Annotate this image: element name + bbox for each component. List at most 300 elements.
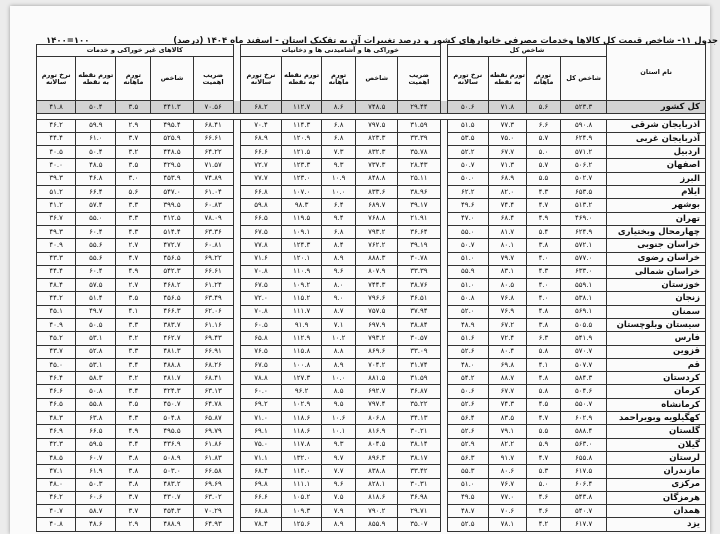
province-name: ایلام (607, 186, 706, 199)
food-cell: ۶۰.۰ (240, 385, 281, 398)
nonfood-cell: ۴۸.۶ (76, 518, 116, 532)
overall-cell: ۵۲.۲ (447, 146, 488, 159)
overall-cell: ۶۹.۸ (488, 358, 526, 371)
food-cell: ۳۹.۱۷ (398, 199, 440, 212)
food-cell: ۸.۶ (322, 101, 356, 114)
food-cell: ۱۰۲.۹ (282, 398, 322, 411)
nonfood-cell: ۶۳.۳۶ (193, 225, 233, 238)
nonfood-cell: ۳.۳ (116, 318, 151, 331)
food-cell: ۱۱۲.۷ (282, 101, 322, 114)
nonfood-cell: ۶۹.۷۹ (193, 425, 233, 438)
nonfood-cell: ۳.۲ (116, 372, 151, 385)
nonfood-cell: ۴۵۶.۵ (151, 292, 193, 305)
table-row (37, 225, 706, 238)
overall-cell: ۵۲.۵ (447, 518, 488, 532)
food-cell: ۱۱۲.۹ (282, 332, 322, 345)
column-spacer (233, 265, 240, 278)
column-spacer (440, 186, 447, 199)
column-spacer (233, 358, 240, 371)
nonfood-cell: ۴.۱ (116, 305, 151, 318)
nonfood-cell: ۴۸.۳ (37, 412, 76, 425)
column-spacer (233, 239, 240, 252)
column-spacer (440, 45, 447, 101)
column-spacer (440, 318, 447, 331)
overall-cell: ۷۱.۳ (488, 159, 526, 172)
overall-cell: ۵۴۰.۷ (560, 505, 606, 518)
nonfood-cell: ۴۶.۸ (76, 172, 116, 185)
table-row (37, 172, 706, 185)
food-cell: ۸۰۴.۵ (356, 438, 398, 451)
food-cell: ۲۹.۴۴ (398, 101, 440, 114)
overall-cell: ۵۲۳.۳ (560, 101, 606, 114)
overall-cell: ۸۰.۵ (488, 279, 526, 292)
column-spacer (440, 172, 447, 185)
province-name: خوزستان (607, 279, 706, 292)
overall-cell: ۳.۸ (526, 318, 560, 331)
food-cell: ۷۲.۷ (240, 159, 281, 172)
food-cell: ۶۹.۱ (240, 425, 281, 438)
nonfood-cell: ۲.۷ (116, 239, 151, 252)
table-row (37, 318, 706, 331)
column-spacer (233, 465, 240, 478)
column-spacer (440, 465, 447, 478)
nonfood-cell: ۳.۵ (116, 292, 151, 305)
column-spacer (233, 132, 240, 145)
column-spacer (233, 398, 240, 411)
overall-cell: ۵۰۴.۶ (560, 385, 606, 398)
nonfood-cell: ۵۴۷.۰ (151, 186, 193, 199)
column-spacer (440, 425, 447, 438)
overall-cell: ۶۳۳.۰ (560, 265, 606, 278)
column-spacer (440, 305, 447, 318)
food-cell: ۳۶.۸۷ (398, 385, 440, 398)
nonfood-cell: ۴۰.۸ (37, 518, 76, 532)
overall-cell: ۵۵.۰ (447, 225, 488, 238)
food-cell: ۳۰.۷۸ (398, 252, 440, 265)
food-cell: ۷۷.۸ (240, 239, 281, 252)
group-header-row (37, 45, 706, 57)
overall-cell: ۶۱۷.۷ (560, 518, 606, 532)
food-cell: ۸۱۶.۹ (356, 425, 398, 438)
nonfood-cell: ۳.۴ (116, 438, 151, 451)
table-row (37, 398, 706, 411)
overall-cell: ۵.۰ (526, 146, 560, 159)
overall-cell: ۶۲.۲ (447, 186, 488, 199)
food-cell: ۱۰.۹ (322, 172, 356, 185)
nonfood-cell: ۴۰.۹ (37, 239, 76, 252)
nonfood-cell: ۴۵.۱ (37, 305, 76, 318)
nonfood-cell: ۵۹.۵ (76, 438, 116, 451)
food-cell: ۳۳.۳۹ (398, 265, 440, 278)
food-cell: ۹۸.۳ (282, 199, 322, 212)
nonfood-cell: ۴۵۶.۵ (151, 252, 193, 265)
overall-cell: ۵۷۷.۰ (560, 252, 606, 265)
food-cell: ۸۸۱.۵ (356, 372, 398, 385)
overall-cell: ۸۳.۱ (488, 265, 526, 278)
nonfood-cell: ۴۸۱.۳ (151, 345, 193, 358)
nonfood-cell: ۵۵.۶ (76, 239, 116, 252)
food-cell: ۶۷.۵ (240, 225, 281, 238)
nonfood-cell: ۴۴.۴ (37, 132, 76, 145)
nonfood-cell: ۶۴.۹۳ (193, 518, 233, 532)
nonfood-cell: ۵۰.۴ (76, 146, 116, 159)
nonfood-cell: ۵۲۵.۹ (151, 132, 193, 145)
nonfood-cell: ۴.۹ (116, 265, 151, 278)
nonfood-cell: ۵۳.۱ (76, 332, 116, 345)
food-cell: ۹.۵ (322, 398, 356, 411)
nonfood-cell: ۴۰.۵ (37, 146, 76, 159)
table-row (37, 159, 706, 172)
overall-cell: ۸۰.۴ (488, 345, 526, 358)
column-spacer (233, 438, 240, 451)
nonfood-cell: ۴۶۸.۲ (151, 279, 193, 292)
overall-cell: ۶.۳ (526, 332, 560, 345)
food-cell: ۳۳.۰۹ (398, 345, 440, 358)
nonfood-cell: ۵۴۲.۳ (151, 265, 193, 278)
food-cell: ۱۰.۱ (322, 425, 356, 438)
overall-cell: ۶۲۴.۹ (560, 132, 606, 145)
nonfood-cell: ۳.۰ (116, 172, 151, 185)
food-cell: ۶.۸ (322, 132, 356, 145)
overall-cell: ۶۱۷.۵ (560, 465, 606, 478)
nonfood-cell: ۴۱۲.۵ (151, 212, 193, 225)
overall-cell: ۷۹.۱ (488, 425, 526, 438)
food-cell: ۶۷.۵ (240, 279, 281, 292)
column-header-nonfood: شاخص (151, 57, 193, 101)
nonfood-cell: ۴۳.۳ (37, 252, 76, 265)
nonfood-cell: ۶۱.۸۶ (193, 438, 233, 451)
column-spacer (233, 518, 240, 532)
table-row (37, 505, 706, 518)
nonfood-cell: ۵۲.۸ (76, 345, 116, 358)
food-cell: ۸.۰ (322, 279, 356, 292)
nonfood-cell: ۴۵۳.۹ (151, 172, 193, 185)
overall-cell: ۴۹.۶ (447, 199, 488, 212)
nonfood-cell: ۴۸۳.۲ (151, 478, 193, 491)
food-cell: ۱۰.۰ (322, 186, 356, 199)
overall-cell: ۵۰.۷ (447, 159, 488, 172)
overall-cell: ۶.۶ (526, 119, 560, 132)
overall-cell: ۴.۰ (526, 292, 560, 305)
food-cell: ۹.۶ (322, 265, 356, 278)
overall-cell: ۷۰.۶ (488, 505, 526, 518)
nonfood-cell: ۴۸۱.۷ (151, 372, 193, 385)
overall-cell: ۵.۷ (526, 159, 560, 172)
nonfood-cell: ۶۰.۷ (76, 451, 116, 464)
province-name: البرز (607, 172, 706, 185)
overall-cell: ۷۲.۴ (488, 332, 526, 345)
food-cell: ۹.۳ (322, 159, 356, 172)
overall-cell: ۴.۸ (526, 305, 560, 318)
overall-cell: ۷۹.۷ (488, 252, 526, 265)
nonfood-cell: ۶۳.۸ (76, 412, 116, 425)
column-header-food: شاخص (356, 57, 398, 101)
food-cell: ۶۸۹.۷ (356, 199, 398, 212)
table-row (37, 478, 706, 491)
food-cell: ۸.۹ (322, 252, 356, 265)
province-name: سمنان (607, 305, 706, 318)
food-cell: ۷۵.۰ (240, 438, 281, 451)
nonfood-cell: ۷۰.۲۹ (193, 505, 233, 518)
food-cell: ۷۲.۰ (240, 292, 281, 305)
overall-cell: ۵۰.۶ (447, 101, 488, 114)
overall-cell: ۵۰.۸ (447, 292, 488, 305)
column-spacer (233, 279, 240, 292)
overall-cell: ۵۳۸.۱ (560, 292, 606, 305)
food-cell: ۶۰.۵ (240, 318, 281, 331)
overall-cell: ۵۰۵.۵ (560, 318, 606, 331)
food-cell: ۱۰۹.۳ (282, 505, 322, 518)
nonfood-cell: ۳.۵ (116, 398, 151, 411)
overall-cell: ۴۹.۵ (447, 491, 488, 504)
nonfood-cell: ۷۸.۰۹ (193, 212, 233, 225)
food-cell: ۷۳۷.۳ (356, 159, 398, 172)
column-spacer (233, 318, 240, 331)
province-name: لرستان (607, 451, 706, 464)
food-cell: ۳۹.۱۹ (398, 239, 440, 252)
food-cell: ۳۷.۹۴ (398, 305, 440, 318)
food-cell: ۲۵.۱۱ (398, 172, 440, 185)
overall-cell: ۶۷.۷ (488, 385, 526, 398)
food-cell: ۷۹۳.۲ (356, 332, 398, 345)
column-spacer (440, 505, 447, 518)
overall-cell: ۵۰۷.۷ (560, 358, 606, 371)
overall-cell: ۷۶.۷ (488, 478, 526, 491)
column-spacer (440, 292, 447, 305)
food-cell: ۷۴۸.۵ (356, 101, 398, 114)
overall-cell: ۶۷.۷ (488, 146, 526, 159)
column-spacer (233, 478, 240, 491)
nonfood-cell: ۴۹۵.۵ (151, 425, 193, 438)
overall-cell: ۴.۷ (526, 412, 560, 425)
food-cell: ۱۱۴.۳ (282, 119, 322, 132)
overall-cell: ۶۸.۹ (488, 172, 526, 185)
nonfood-cell: ۴۰.۹ (37, 318, 76, 331)
nonfood-cell: ۴۸.۵ (76, 159, 116, 172)
food-cell: ۳۸.۷۶ (398, 279, 440, 292)
nonfood-cell: ۴۵۴.۳ (151, 505, 193, 518)
nonfood-cell: ۴۷.۱ (37, 465, 76, 478)
food-cell: ۱۲۵.۶ (282, 518, 322, 532)
nonfood-cell: ۴۵۰.۷ (151, 398, 193, 411)
province-name: قزوین (607, 345, 706, 358)
province-name: کل کشور (607, 101, 706, 114)
food-cell: ۶۶.۶ (240, 146, 281, 159)
food-cell: ۹۶.۲ (282, 385, 322, 398)
province-name: اردبیل (607, 146, 706, 159)
overall-cell: ۳.۸ (526, 239, 560, 252)
food-cell: ۶۵.۸ (240, 332, 281, 345)
column-header-overall: تورم ماهانه (526, 57, 560, 101)
nonfood-cell: ۳.۷ (116, 132, 151, 145)
food-cell: ۳۶.۵۱ (398, 292, 440, 305)
province-name: گیلان (607, 438, 706, 451)
nonfood-cell: ۵۵.۶ (76, 252, 116, 265)
nonfood-cell: ۶۶.۹۱ (193, 345, 233, 358)
overall-cell: ۵۲.۶ (447, 345, 488, 358)
food-cell: ۳۵.۲۲ (398, 398, 440, 411)
province-name: آذربایجان غربی (607, 132, 706, 145)
column-spacer (233, 186, 240, 199)
column-spacer (233, 212, 240, 225)
food-cell: ۸۶۹.۶ (356, 345, 398, 358)
group-nonfood-header: کالاهای غیر خوراکی و خدمات (37, 45, 234, 57)
nonfood-cell: ۴۶.۴ (37, 372, 76, 385)
province-name: اصفهان (607, 159, 706, 172)
overall-cell: ۵۸۴.۳ (560, 372, 606, 385)
column-spacer (440, 345, 447, 358)
province-name: سیستان وبلوچستان (607, 318, 706, 331)
food-cell: ۷۱.۶ (240, 252, 281, 265)
nonfood-cell: ۳.۳ (116, 345, 151, 358)
column-spacer (440, 385, 447, 398)
overall-cell: ۵۳.۵ (447, 132, 488, 145)
nonfood-cell: ۶۱.۱۶ (193, 318, 233, 331)
overall-cell: ۸۳.۵ (488, 412, 526, 425)
food-cell: ۹.۷ (322, 451, 356, 464)
nonfood-cell: ۴۲.۳ (37, 438, 76, 451)
column-spacer (440, 279, 447, 292)
column-header-overall: تورم نقطه به نقطه (488, 57, 526, 101)
food-cell: ۱۲۰.۹ (282, 132, 322, 145)
base-year-note: ۱۴۰۰=۱۰۰ (46, 36, 90, 46)
nonfood-cell: ۴۳۶.۹ (151, 438, 193, 451)
nonfood-cell: ۴۸.۴ (37, 279, 76, 292)
province-name: کرمانشاه (607, 398, 706, 411)
group-overall-header: شاخص کل (447, 45, 607, 57)
nonfood-cell: ۶۸.۴۱ (193, 372, 233, 385)
overall-cell: ۴.۷ (526, 451, 560, 464)
nonfood-cell: ۴۹۵.۴ (151, 119, 193, 132)
overall-cell: ۵۴.۲ (447, 372, 488, 385)
overall-cell: ۷۸.۱ (488, 518, 526, 532)
food-cell: ۱۲۳.۰ (282, 172, 322, 185)
food-cell: ۸۲۳.۳ (356, 132, 398, 145)
nonfood-cell: ۵۵.۰ (76, 212, 116, 225)
province-cpi-table (36, 44, 706, 532)
overall-cell: ۵۷۱.۲ (560, 146, 606, 159)
food-cell: ۷۸.۴ (240, 518, 281, 532)
food-cell: ۳۶.۶۴ (398, 225, 440, 238)
nonfood-cell: ۴۲۴.۳ (151, 385, 193, 398)
nonfood-cell: ۳۹.۳ (37, 172, 76, 185)
overall-cell: ۴.۶ (526, 491, 560, 504)
nonfood-cell: ۴۱.۸ (37, 101, 76, 114)
food-cell: ۸.۴ (322, 239, 356, 252)
column-header-food: تورم نقطه به نقطه (282, 57, 322, 101)
nonfood-cell: ۲.۷ (116, 279, 151, 292)
province-header: نام استان (607, 45, 706, 101)
overall-cell: ۷۴.۴ (488, 199, 526, 212)
food-cell: ۸۰۷.۹ (356, 265, 398, 278)
food-cell: ۷۰.۸ (240, 305, 281, 318)
nonfood-cell: ۶۸.۲۶ (193, 358, 233, 371)
nonfood-cell: ۵۱.۴ (76, 292, 116, 305)
nonfood-cell: ۴۶.۲ (37, 119, 76, 132)
table-row (37, 465, 706, 478)
overall-cell: ۶۸.۴ (488, 212, 526, 225)
overall-cell: ۷۶.۸ (488, 292, 526, 305)
nonfood-cell: ۵.۶ (116, 186, 151, 199)
nonfood-cell: ۶۳.۱۳ (193, 385, 233, 398)
nonfood-cell: ۶۶.۶۱ (193, 132, 233, 145)
overall-cell: ۶۵۵.۸ (560, 451, 606, 464)
food-cell: ۷۶۸.۸ (356, 212, 398, 225)
column-spacer (233, 305, 240, 318)
nonfood-cell: ۳.۴ (116, 358, 151, 371)
nonfood-cell: ۶۶.۴ (76, 186, 116, 199)
overall-cell: ۴.۹ (526, 212, 560, 225)
nonfood-cell: ۶۹.۲۲ (193, 252, 233, 265)
food-cell: ۱۱۹.۵ (282, 212, 322, 225)
food-cell: ۷۴۴.۳ (356, 279, 398, 292)
nonfood-cell: ۳.۷ (116, 505, 151, 518)
food-cell: ۸.۸ (322, 345, 356, 358)
column-spacer (440, 101, 447, 114)
column-header-nonfood: تورم ماهانه (116, 57, 151, 101)
column-spacer (233, 101, 240, 114)
column-header-food: تورم ماهانه (322, 57, 356, 101)
food-cell: ۷۹۰.۲ (356, 505, 398, 518)
nonfood-cell: ۴.۳ (116, 412, 151, 425)
overall-cell: ۸۸.۷ (488, 372, 526, 385)
overall-cell: ۶۰۲.۹ (560, 412, 606, 425)
overall-cell: ۵.۳ (526, 465, 560, 478)
overall-cell: ۵۷۲.۱ (560, 239, 606, 252)
nonfood-cell: ۵۱۴.۴ (151, 225, 193, 238)
nonfood-cell: ۵۸.۳ (76, 372, 116, 385)
nonfood-cell: ۴۲۹.۵ (151, 159, 193, 172)
food-cell: ۱۰.۰ (322, 372, 356, 385)
nonfood-cell: ۴۳.۷ (37, 345, 76, 358)
nonfood-cell: ۴۸.۰ (37, 478, 76, 491)
food-cell: ۱۰۵.۲ (282, 491, 322, 504)
province-name: خراسان رضوی (607, 252, 706, 265)
national-row (37, 101, 706, 114)
nonfood-cell: ۵۵.۸ (76, 398, 116, 411)
food-cell: ۲۱.۹۱ (398, 212, 440, 225)
nonfood-cell: ۳۹۹.۵ (151, 199, 193, 212)
food-cell: ۸۳۸.۸ (356, 465, 398, 478)
overall-cell: ۹۱.۷ (488, 451, 526, 464)
nonfood-cell: ۴۸۸.۹ (151, 518, 193, 532)
overall-cell: ۵۴۱.۹ (560, 332, 606, 345)
nonfood-cell: ۵۰۳.۰ (151, 465, 193, 478)
nonfood-cell: ۶۱.۰۴ (193, 186, 233, 199)
nonfood-cell: ۴۸.۵ (37, 451, 76, 464)
nonfood-cell: ۵۰۸.۹ (151, 451, 193, 464)
table-row (37, 425, 706, 438)
nonfood-cell: ۳.۷ (116, 491, 151, 504)
overall-cell: ۴.۵ (526, 398, 560, 411)
column-spacer (233, 199, 240, 212)
table-row (37, 132, 706, 145)
table-row (37, 239, 706, 252)
table-row (37, 491, 706, 504)
overall-cell: ۵۱.۵ (447, 119, 488, 132)
province-name: زنجان (607, 292, 706, 305)
nonfood-cell: ۶۱.۸۳ (193, 451, 233, 464)
nonfood-cell: ۵۳.۱ (76, 358, 116, 371)
nonfood-cell: ۴۴.۴ (37, 265, 76, 278)
food-cell: ۶.۸ (322, 119, 356, 132)
overall-cell: ۷۷.۳ (488, 119, 526, 132)
province-name: چهارمحال وبختیاری (607, 225, 706, 238)
column-header-food: ضریب اهمیت (398, 57, 440, 101)
food-cell: ۱۱۸.۶ (282, 412, 322, 425)
overall-cell: ۵.۷ (526, 132, 560, 145)
table-row (37, 212, 706, 225)
